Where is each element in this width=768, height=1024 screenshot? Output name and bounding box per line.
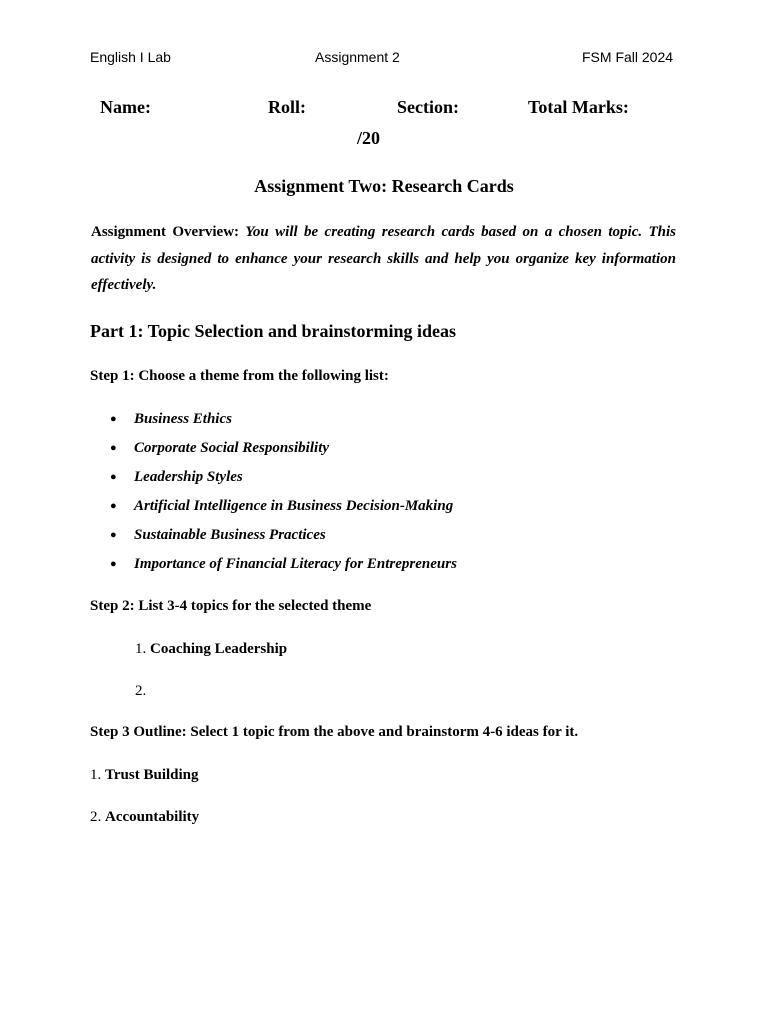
overview-text: You will be creating research cards based on a chosen topic. This activity is designed to enhance your research skills and help you organize key information effectively.: [91, 224, 676, 293]
idea-number: 2.: [90, 809, 102, 825]
bullet-icon: ●: [110, 413, 117, 425]
theme-label: Importance of Financial Literacy for Entrepreneurs: [134, 556, 457, 572]
topic-list-item: [135, 641, 287, 658]
theme-label: Corporate Social Responsibility: [134, 440, 330, 456]
assignment-overview: [91, 219, 676, 299]
theme-label: Artificial Intelligence in Business Decision-Making: [134, 498, 454, 514]
theme-list-item: [110, 469, 243, 486]
header-assignment: Assignment 2: [315, 49, 400, 65]
bullet-icon: ●: [110, 471, 117, 483]
theme-list-item: [110, 556, 457, 573]
topic-text: Coaching Leadership: [150, 641, 288, 657]
theme-list-item: [110, 498, 453, 515]
page-title: Assignment Two: Research Cards: [254, 176, 514, 196]
topic-number: 2.: [135, 683, 147, 699]
theme-label: Leadership Styles: [134, 469, 243, 485]
idea-list-item: [90, 809, 199, 826]
theme-list-item: [110, 440, 329, 457]
bullet-icon: ●: [110, 442, 117, 454]
idea-text: Accountability: [105, 809, 200, 825]
bullet-icon: ●: [110, 500, 117, 512]
theme-label: Business Ethics: [134, 411, 232, 427]
step1-heading: Step 1: Choose a theme from the following list:: [90, 368, 389, 384]
total-marks-score: /20: [357, 128, 381, 148]
idea-list-item: [90, 767, 199, 784]
theme-label: Sustainable Business Practices: [134, 527, 326, 543]
topic-number: 1.: [135, 641, 147, 657]
overview-lead: Assignment Overview:: [91, 224, 240, 240]
header-course: English I Lab: [90, 49, 171, 65]
roll-field-label: Roll:: [268, 97, 306, 117]
part1-heading: Part 1: Topic Selection and brainstorming ideas: [90, 321, 457, 341]
step3-heading: Step 3 Outline: Select 1 topic from the above and brainstorm 4-6 ideas for it.: [90, 724, 579, 740]
step2-heading: Step 2: List 3-4 topics for the selected theme: [90, 598, 372, 614]
bullet-icon: ●: [110, 558, 117, 570]
name-field-label: Name:: [100, 97, 151, 117]
bullet-icon: ●: [110, 529, 117, 541]
topic-list-item: [135, 683, 146, 700]
total-marks-label: Total Marks:: [528, 97, 629, 117]
section-field-label: Section:: [397, 97, 459, 117]
idea-number: 1.: [90, 767, 102, 783]
theme-list-item: [110, 527, 326, 544]
theme-list-item: [110, 411, 232, 428]
idea-text: Trust Building: [105, 767, 199, 783]
header-term: FSM Fall 2024: [582, 49, 674, 65]
